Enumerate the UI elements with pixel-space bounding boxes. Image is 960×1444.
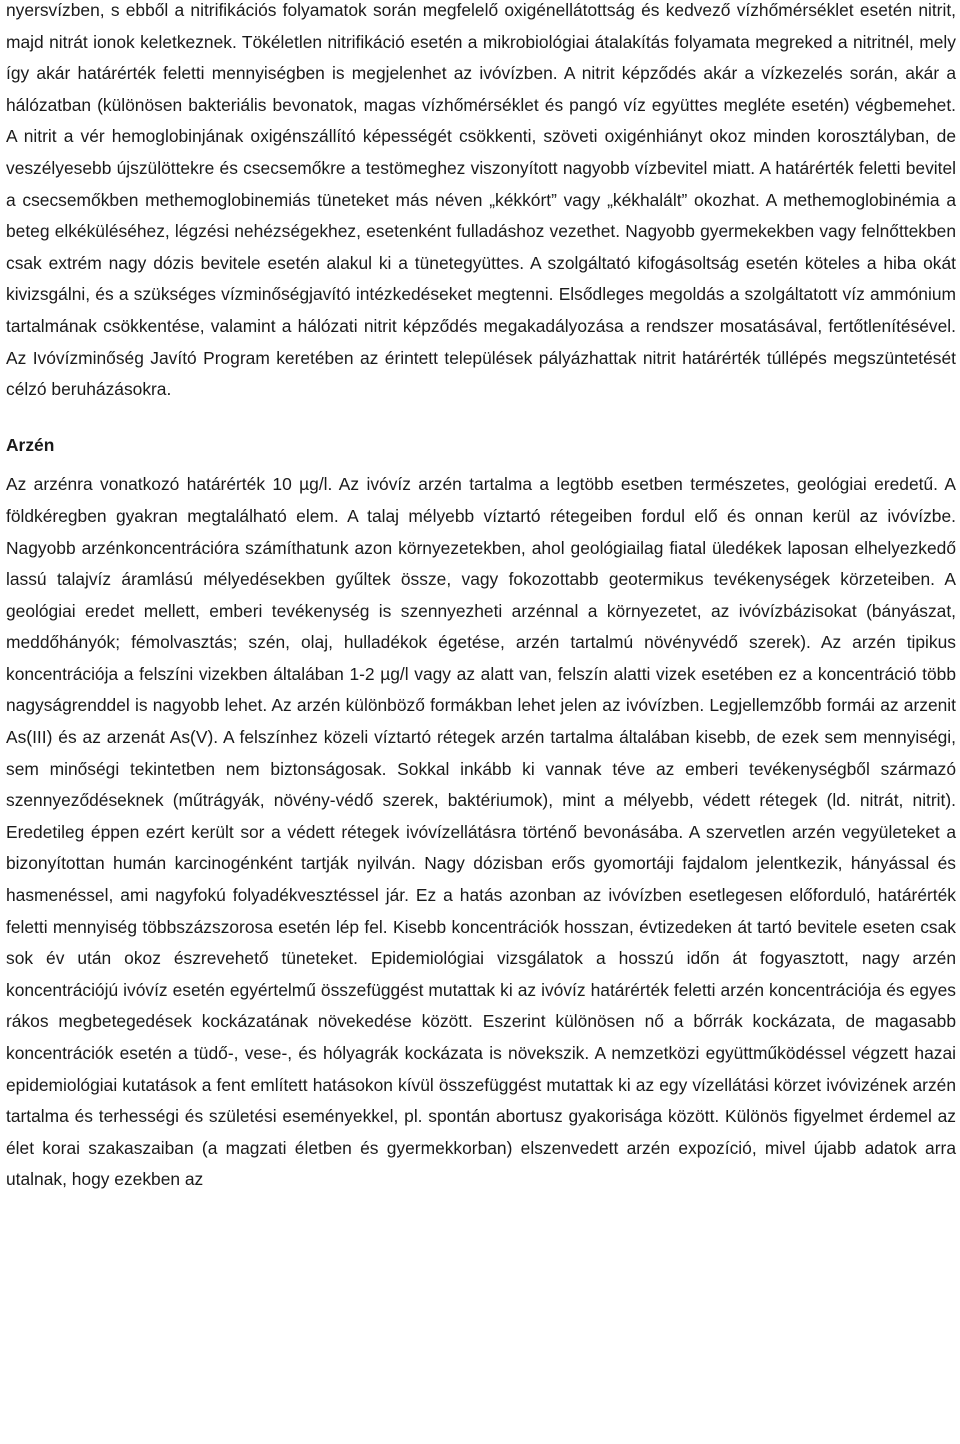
document-page [6, 0, 956, 1196]
arsenic-paragraph: Az arzénra vonatkozó határérték 10 µg/l. Az ivóvíz arzén tartalma a legtöbb esetben természetes, geológiai eredetű. A földkéregben gyakran megtalálható elem. A talaj mélyebb víztartó rétegeiben fordul elő és onnan kerül az ivóvízbe. Nagyobb arzénkoncentrációra számíthatunk azon környezetekben, ahol geológiailag fiatal üledékek laposan elhelyezkedő lassú talajvíz áramlású mélyedésekben gyűltek össze, vagy fokozottabb geotermikus tevékenységek körzeteiben. A geológiai eredet mellett, emberi tevékenység is szennyezheti arzénnal a környezetet, az ivóvízbázisokat (bányászat, meddőhányók; fémolvasztás; szén, olaj, hulladékok égetése, arzén tartalmú növényvédő szerek). Az arzén tipikus koncentrációja a felszíni vizekben általában 1-2 µg/l vagy az alatt van, felszín alatti vizek esetében ez a koncentráció több nagyságrenddel is nagyobb lehet. Az arzén különböző formákban lehet jelen az ivóvízben. Legjellemzőbb formái az arzenit As(III) és az arzenát As(V). A felszínhez közeli víztartó rétegek arzén tartalma általában kisebb, de ezek sem mennyiségi, sem minőségi tekintetben nem biztonságosak. Sokkal inkább ki vannak téve az emberi tevékenységből származó szennyeződéseknek (műtrágyák, növény-védő szerek, baktériumok), mint a mélyebb, védett rétegek (ld. nitrát, nitrit). Eredetileg éppen ezért került sor a védett rétegek ivóvízellátásra történő bevonásába. A szervetlen arzén vegyületeket a bizonyítottan humán karcinogénként tartják nyilván. Nagy dózisban erős gyomortáji fajdalom jelentkezik, hányással és hasmenéssel, ami nagyfokú folyadékvesztéssel jár. Ez a hatás azonban az ivóvízben esetlegesen előforduló, határérték feletti mennyiség többszázszorosa esetén lép fel. Kisebb koncentrációk hosszan, évtizedeken át tartó bevitele eseten csak sok év után okoz észrevehető tüneteket. Epidemiológiai vizsgálatok a hosszú időn át fogyasztott, nagy arzén koncentrációjú ivóvíz esetén egyértelmű összefüggést mutattak ki az ivóvíz határérték feletti arzén koncentrációja és egyes rákos megbetegedések kockázatának növekedése között. Eszerint különösen nő a bőrrák kockázata, de magasabb koncentrációk esetén a tüdő-, vese-, és hólyagrák kockázata is növekszik. A nemzetközi együttműködéssel végzett hazai epidemiológiai kutatások a fent említett hatásokon kívül összefüggést mutattak ki az egy vízellátási körzet ivóvizének arzén tartalma és terhességi és születési eseményekkel, pl. spontán abortusz gyakorisága között. Különös figyelmet érdemel az élet korai szakaszaiban (a magzati életben és gyermekkorban) elszenvedett arzén expozíció, mivel újabb adatok arra utalnak, hogy ezekben az [6, 474, 956, 1190]
section-heading-arsenic: Arzén [6, 434, 55, 455]
nitrite-paragraph: nyersvízben, s ebből a nitrifikációs folyamatok során megfelelő oxigénellátottság és kedvező vízhőmérséklet esetén nitrit, majd nitrát ionok keletkeznek. Tökéletlen nitrifikáció esetén a mikrobiológiai átalakítás folyamata megreked a nitritnél, mely így akár határérték feletti mennyiségben is megjelenhet az ivóvízben. A nitrit képződés akár a vízkezelés során, akár a hálózatban (különösen bakteriális bevonatok, magas vízhőmérséklet és pangó víz együttes megléte esetén) végbemehet. A nitrit a vér hemoglobinjának oxigénszállító képességét csökkenti, szöveti oxigénhiányt okoz minden korosztályban, de veszélyesebb újszülöttekre és csecsemőkre a testömeghez viszonyított nagyobb vízbevitel miatt. A határérték feletti bevitel a csecsemőkben methemoglobinemiás tüneteket más néven „kékkórt” vagy „kékhalált” okozhat. A methemoglobinémia a beteg elkéküléséhez, légzési nehézségekhez, esetenként fulladáshoz vezethet. Nagyobb gyermekekben vagy felnőttekben csak extrém nagy dózis bevitele esetén alakul ki a tünetegyüttes. A szolgáltató kifogásoltság esetén köteles a hiba okát kivizsgálni, és a szükséges vízminőségjavító intézkedéseket megtenni. Elsődleges megoldás a szolgáltatott víz ammónium tartalmának csökkentése, valamint a hálózati nitrit képződés megakadályozása a rendszer mosatásával, fertőtlenítésével. Az Ivóvízminőség Javító Program keretében az érintett települések pályázhattak nitrit határérték túllépés megszüntetését célzó beruházásokra. [6, 0, 956, 400]
